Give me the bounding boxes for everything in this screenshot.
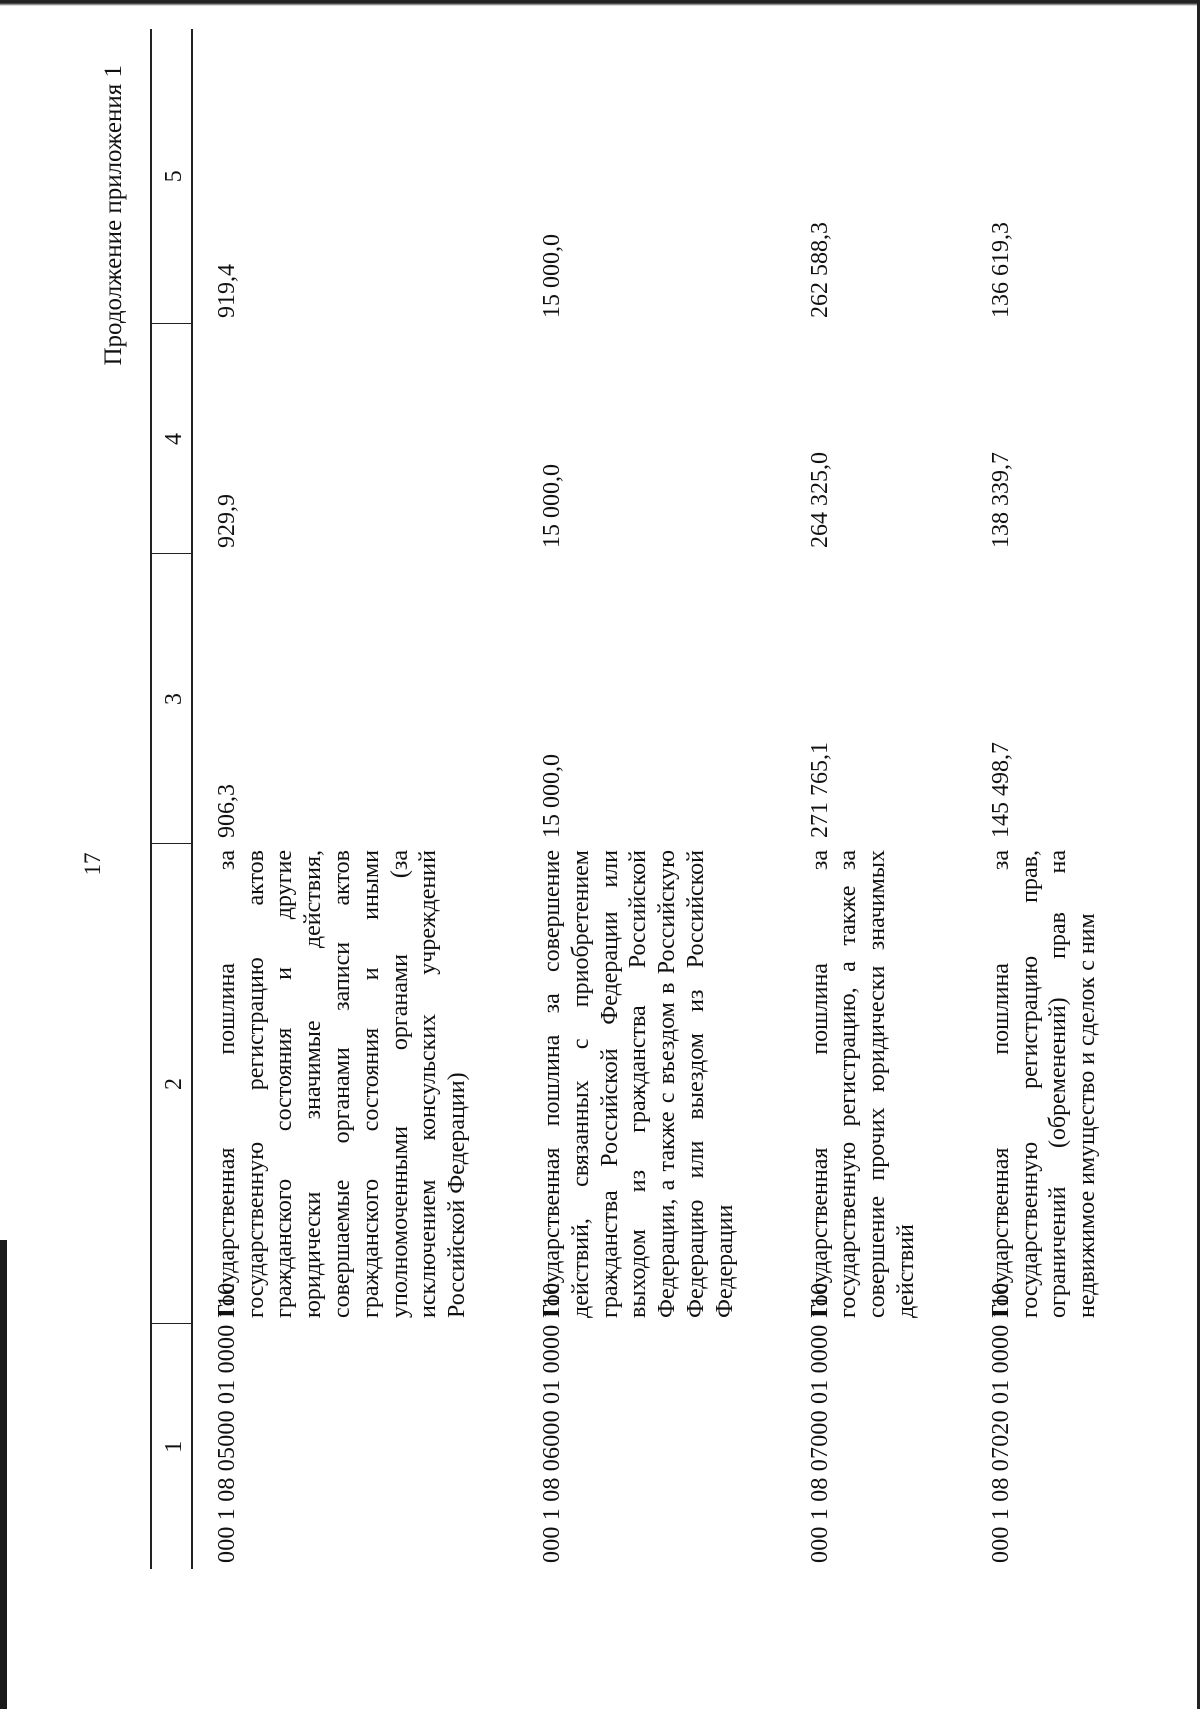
value-col5: 15 000,0 [538,234,565,318]
value-col4: 264 325,0 [806,452,833,548]
budget-code: 000 1 08 06000 01 0000 110 [538,1282,565,1563]
column-header-3: 3 [151,554,192,844]
table-row [967,29,1148,1569]
value-col4: 138 339,7 [987,452,1014,548]
budget-code: 000 1 08 07000 01 0000 110 [806,1282,833,1563]
column-header-1: 1 [151,1324,192,1569]
value-col4: 15 000,0 [538,464,565,548]
column-header-4: 4 [151,324,192,554]
table-row [192,29,518,1569]
value-col3: 906,3 [213,784,240,838]
value-col3: 145 498,7 [987,742,1014,838]
revenue-name: Государственная пошлина за совершение действий, связанных с приобретением гражданства Российской Федерации или выходом из гражданства Российской Федерации, а также с въездом в Российскую Федерацию или выездом из Российской Федерации [538,850,738,1318]
value-col5: 136 619,3 [987,222,1014,318]
revenue-name: Государственная пошлина за государственную регистрацию, а также за совершение прочих юридически значимых действий [806,850,919,1318]
value-col5: 262 588,3 [806,222,833,318]
budget-code: 000 1 08 05000 01 0000 110 [213,1282,240,1563]
revenue-name: Государственная пошлина за государственную регистрацию актов гражданского состояния и другие юридически значимые действия, совершаемые органами записи актов гражданского состояния и иными уполномоченными органами (за исключением консульских учреждений Российской Федерации) [213,850,471,1318]
table-header-row [151,29,192,1569]
page-number: 17 [80,852,105,876]
revenue-table [150,29,1148,1569]
table-row [518,29,786,1569]
value-col5: 919,4 [213,264,240,318]
value-col3: 271 765,1 [806,742,833,838]
column-header-5: 5 [151,29,192,324]
revenue-name: Государственная пошлина за государственную регистрацию прав, ограничений (обременений) прав на недвижимое имущество и сделок с ним [987,850,1101,1318]
budget-code: 000 1 08 07020 01 0000 110 [987,1282,1014,1563]
value-col3: 15 000,0 [538,754,565,838]
column-header-2: 2 [151,844,192,1324]
value-col4: 929,9 [213,494,240,548]
table-row [786,29,967,1569]
continuation-label: Продолжение приложения 1 [100,65,127,366]
